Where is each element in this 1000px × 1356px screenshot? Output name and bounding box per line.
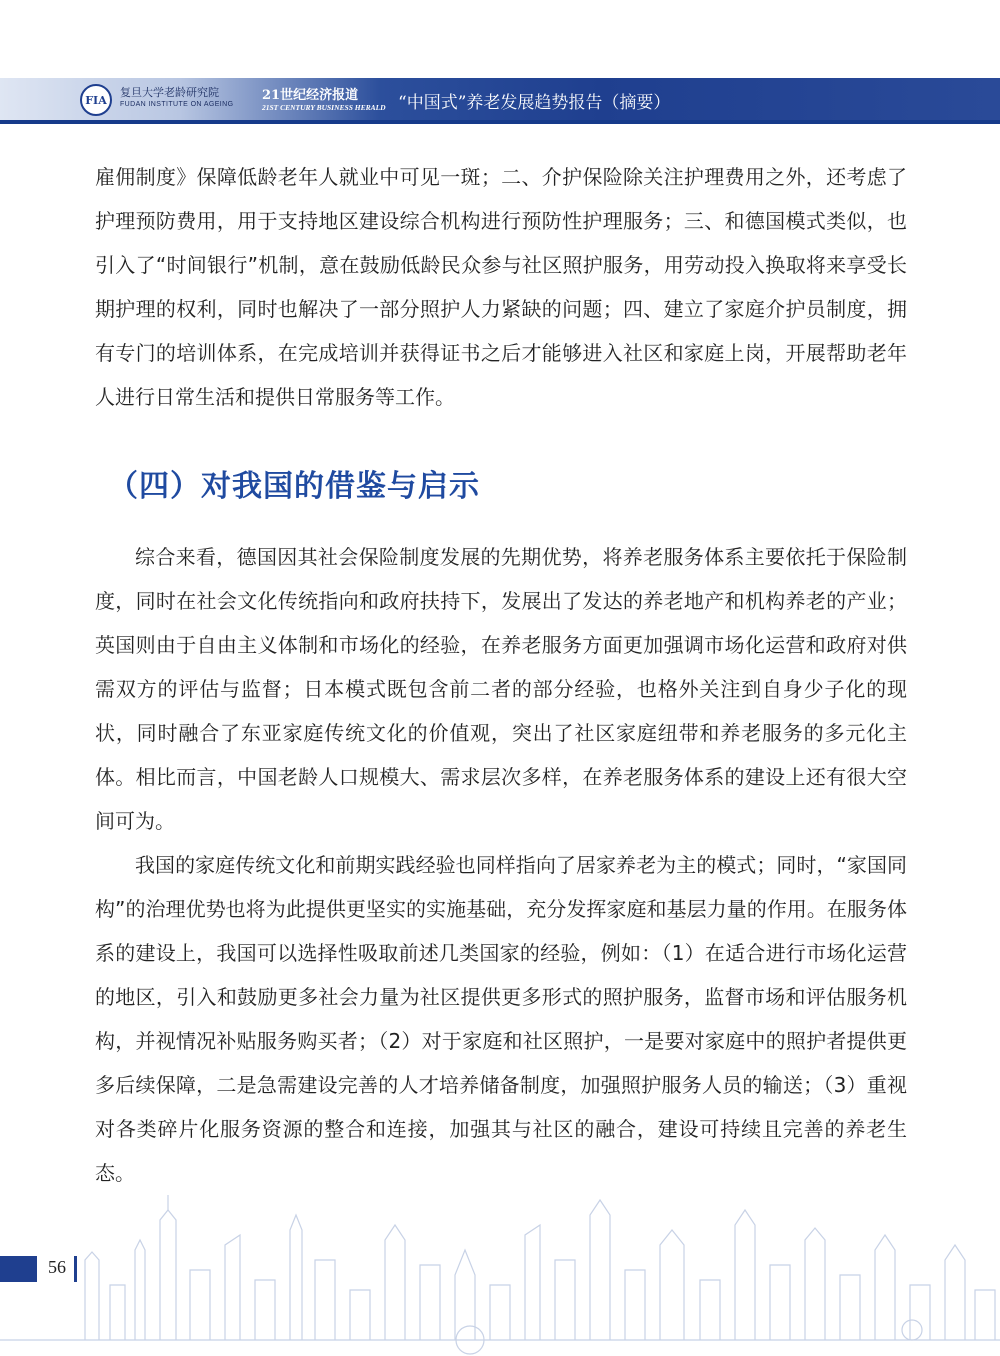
header-rule	[0, 120, 1000, 124]
page-number-rule	[74, 1256, 77, 1282]
page-number: 56	[48, 1257, 66, 1277]
paragraph-2: 综合来看，德国因其社会保险制度发展的先期优势，将养老服务体系主要依托于保险制度，同时在社会文化传统指向和政府扶持下，发展出了发达的养老地产和机构养老的产业；英国则由于自由主义体制和市场化的经验，在养老服务方面更加强调市场化运营和政府对供需双方的评估与监督；日本模式既包含前二者的部分经验，也格外关注到自身少子化的现状，同时融合了东亚家庭传统文化的价值观，突出了社区家庭纽带和养老服务的多元化主体。相比而言，中国老龄人口规模大、需求层次多样，在养老服务体系的建设上还有很大空间可为。	[95, 545, 907, 833]
page-number-bar	[0, 1256, 37, 1282]
fudan-logo-icon: FIA	[80, 84, 112, 116]
city-skyline-illustration	[0, 1190, 1000, 1356]
herald-logo-en: 21ST CENTURY BUSINESS HERALD	[262, 103, 386, 112]
paragraph-1: 雇佣制度》保障低龄老年人就业中可见一斑；二、介护保险除关注护理费用之外，还考虑了护理预防费用，用于支持地区建设综合机构进行预防性护理服务；三、和德国模式类似，也引入了“时间银行”机制，意在鼓励低龄民众参与社区照护服务，用劳动投入换取将来享受长期护理的权利，同时也解决了一部分照护人力紧缺的问题；四、建立了家庭介护员制度，拥有专门的培训体系，在完成培训并获得证书之后才能够进入社区和家庭上岗，开展帮助老年人进行日常生活和提供日常服务等工作。	[95, 165, 907, 409]
institute-name: 复旦大学老龄研究院	[120, 86, 219, 99]
paragraph-3: 我国的家庭传统文化和前期实践经验也同样指向了居家养老为主的模式；同时，“家国同构”的治理优势也将为此提供更坚实的实施基础，充分发挥家庭和基层力量的作用。在服务体系的建设上，我国可以选择性吸取前述几类国家的经验，例如：（1）在适合进行市场化运营的地区，引入和鼓励更多社会力量为社区提供更多形式的照护服务，监督市场和评估服务机构，并视情况补贴服务购买者；（2）对于家庭和社区照护，一是要对家庭中的照护者提供更多后续保障，二是急需建设完善的人才培养储备制度，加强照护服务人员的输送；（3）重视对各类碎片化服务资源的整合和连接，加强其与社区的融合，建设可持续且完善的养老生态。	[95, 853, 907, 1185]
herald-logo-cn: 21世纪经济报道	[262, 88, 359, 103]
report-title: “中国式”养老发展趋势报告（摘要）	[398, 93, 671, 113]
section-heading: （四）对我国的借鉴与启示	[108, 469, 480, 504]
institute-name-en: FUDAN INSTITUTE ON AGEING	[120, 101, 234, 108]
